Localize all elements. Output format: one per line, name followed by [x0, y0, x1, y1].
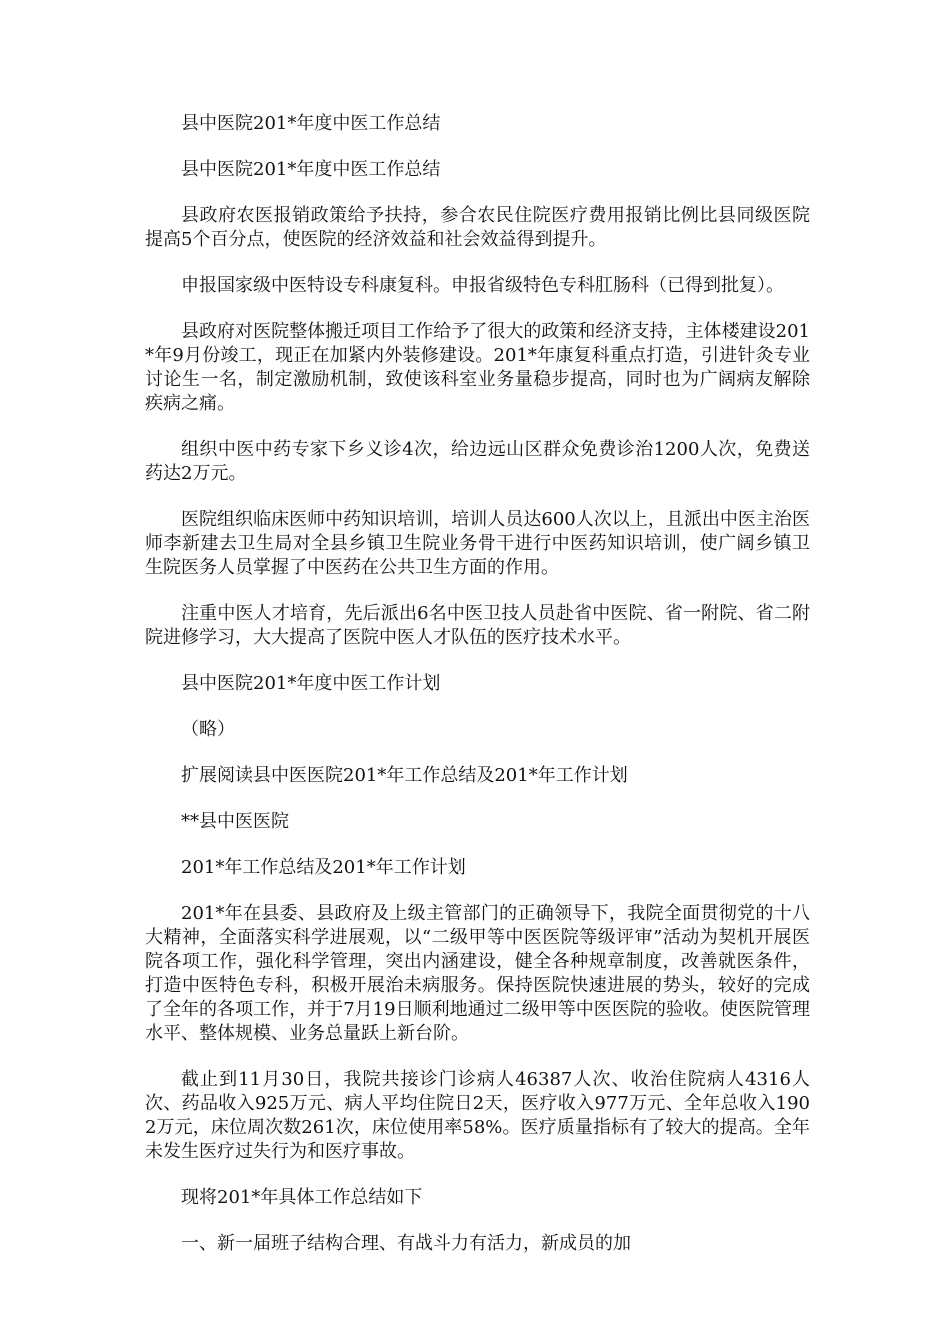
- paragraph: 注重中医人才培育，先后派出6名中医卫技人员赴省中医院、省一附院、省二附院进修学习，大大提高了医院中医人才队伍的医疗技术水平。: [145, 603, 810, 648]
- paragraph: 组织中医中药专家下乡义诊4次，给边远山区群众免费诊治1200人次，免费送药达2万元。: [145, 439, 810, 484]
- paragraph: 县政府对医院整体搬迁项目工作给予了很大的政策和经济支持，主体楼建设201*年9月份竣工，现正在加紧内外装修建设。201*年康复科重点打造，引进针灸专业讨论生一名，制定激励机制，致使该科室业务量稳步提高，同时也为广阔病友解除疾病之痛。: [145, 321, 810, 414]
- paragraph: 201*年在县委、县政府及上级主管部门的正确领导下，我院全面贯彻党的十八大精神，全面落实科学进展观，以“二级甲等中医医院等级评审”活动为契机开展医院各项工作，强化科学管理，突出内涵建设，健全各种规章制度，改善就医条件，打造中医特色专科，积极开展治未病服务。保持医院快速进展的势头，较好的完成了全年的各项工作，并于7月19日顺利地通过二级甲等中医医院的验收。使医院管理水平、整体规模、业务总量跃上新台阶。: [145, 903, 810, 1044]
- doc-title: 县中医院201*年度中医工作总结: [181, 113, 441, 134]
- paragraph: 截止到11月30日，我院共接诊门诊病人46387人次、收治住院病人4316人次、药品收入925万元、病人平均住院日2天，医疗收入977万元、全年总收入1902万元，床位周次数261次，床位使用率58%。医疗质量指标有了较大的提高。全年未发生医疗过失行为和医疗事故。: [145, 1069, 810, 1162]
- paragraph: 申报国家级中医特设专科康复科。申报省级特色专科肛肠科（已得到批复）。: [181, 275, 784, 296]
- organization-name: **县中医医院: [181, 811, 289, 832]
- paragraph: 现将201*年具体工作总结如下: [181, 1187, 423, 1208]
- paragraph: 一、新一届班子结构合理、有战斗力有活力，新成员的加: [181, 1233, 631, 1254]
- paragraph: 县政府农医报销政策给予扶持，参合农民住院医疗费用报销比例比县同级医院提高5个百分点，使医院的经济效益和社会效益得到提升。: [145, 205, 810, 250]
- section-heading: 县中医院201*年度中医工作计划: [181, 673, 441, 694]
- section-heading: 扩展阅读县中医医院201*年工作总结及201*年工作计划: [181, 765, 628, 786]
- paragraph: 医院组织临床医师中药知识培训，培训人员达600人次以上，且派出中医主治医师李新建去卫生局对全县乡镇卫生院业务骨干进行中医药知识培训，使广阔乡镇卫生院医务人员掌握了中医药在公共卫生方面的作用。: [145, 509, 810, 578]
- doc-subtitle: 县中医院201*年度中医工作总结: [181, 159, 441, 180]
- paragraph: （略）: [181, 719, 235, 740]
- document-body: [145, 112, 810, 1278]
- section-heading: 201*年工作总结及201*年工作计划: [181, 857, 466, 878]
